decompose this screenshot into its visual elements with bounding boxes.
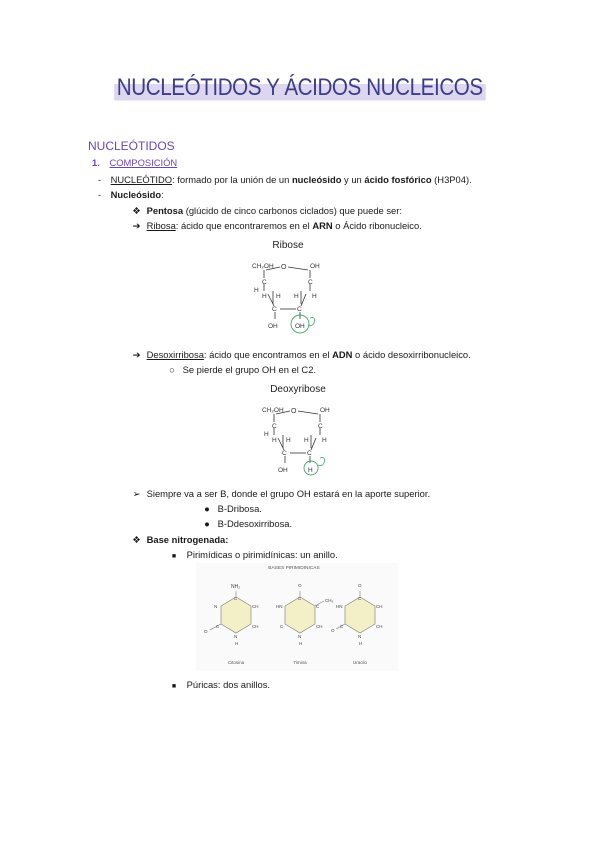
term-adn: ADN (332, 349, 353, 360)
line-pirimidicas (164, 549, 338, 563)
hydrogen-label: H (272, 437, 277, 444)
carbon-label: C (234, 596, 238, 601)
oxygen-label: O (358, 583, 362, 588)
oh-c1-label: OH (310, 263, 320, 270)
carbon-label: C (307, 450, 312, 457)
term-acido-fosforico: ácido fosfórico (364, 174, 432, 185)
deoxyribose-structure (248, 378, 368, 480)
text: : ácido que encontraremos en el (175, 220, 313, 231)
hydrogen-label: H (235, 641, 239, 646)
line-ribosa (129, 220, 422, 232)
text: Siempre va a ser B, donde el grupo OH estará en la aporte superior. (146, 488, 431, 499)
hydrogen-label: H (304, 437, 309, 444)
hn-label: HN (276, 604, 283, 609)
line-pierde-oh (164, 364, 316, 376)
line-b-ddesoxirribosa (199, 518, 292, 530)
cytosine-name: Citosina (227, 660, 245, 665)
carbon-label: C (298, 596, 302, 601)
arrow-bullet-icon: ➔ (132, 349, 141, 360)
dot-bullet-icon: ● (204, 518, 210, 529)
h-c2-label: H (308, 467, 313, 474)
arrow-bullet-icon: ➔ (132, 220, 141, 231)
subheading (92, 157, 177, 169)
uracil-name: Uracilo (352, 660, 368, 665)
carbon-label: C (280, 624, 284, 629)
term-ribosa: Ribosa (146, 220, 176, 231)
circle-bullet-icon: ○ (169, 364, 175, 375)
dot-bullet-icon: ● (204, 503, 210, 514)
line-puricas (164, 679, 270, 693)
hydrogen-label: H (254, 287, 259, 294)
nitrogen-label: N (234, 634, 238, 639)
oh-c3-label: OH (268, 323, 278, 330)
ch2oh-label: CH₂OH (262, 407, 284, 414)
ch-label: CH (376, 604, 383, 609)
text: : ácido que encontramos en el (203, 349, 333, 360)
text: y un (341, 174, 365, 185)
term-nucleosido: nucleósido (291, 174, 342, 185)
carbon-label: C (308, 279, 313, 286)
oh-c3-label: OH (278, 467, 288, 474)
ch-label: CH (376, 624, 383, 629)
line-siempre-b (129, 488, 430, 500)
ribose-structure (238, 234, 358, 336)
text: B-Ddesoxirribosa. (217, 518, 293, 529)
section-heading: NUCLEÓTIDOS (88, 139, 175, 153)
line-pentosa (129, 205, 402, 217)
nh2-label: NH₂ (231, 584, 241, 590)
square-bullet-icon: ■ (171, 683, 177, 690)
page-title (0, 74, 600, 102)
thymine-name: Timina (293, 660, 307, 665)
nitrogen-label: N (358, 634, 362, 639)
nitrogen-label: N (214, 604, 218, 609)
oxygen-label: O (204, 629, 208, 634)
text: Se pierde el grupo OH en el C2. (182, 364, 317, 375)
oxygen-label: O (298, 583, 302, 588)
annotation-mark (318, 458, 325, 466)
deoxyribose-title: Deoxyribose (270, 384, 326, 395)
line-nucleosido (91, 189, 164, 201)
ring-oxygen-label: O (291, 408, 297, 415)
text: Púricas: dos anillos. (186, 679, 270, 690)
diamond-bullet-icon: ❖ (132, 205, 141, 216)
hydrogen-label: H (262, 293, 267, 300)
line-b-dribosa (199, 503, 262, 515)
line-base-nitrogenada (129, 534, 228, 546)
ch-label: CH (252, 604, 259, 609)
carbon-label: C (318, 423, 323, 430)
term-nucleosido-heading: Nucleósido (110, 189, 162, 200)
subheading-number: 1. (92, 157, 100, 168)
term-arn: ARN (312, 220, 333, 231)
hydrogen-label: H (286, 437, 291, 444)
text: : (161, 189, 164, 200)
hydrogen-label: H (276, 293, 281, 300)
oh-c1-label: OH (320, 407, 330, 414)
text: : formado por la unión de un (172, 174, 292, 185)
ch-label: CH (316, 624, 323, 629)
pyrimidine-bases-figure (196, 563, 398, 671)
dash-bullet-icon: - (97, 174, 102, 185)
text: o Ácido ribonucleico. (332, 220, 422, 231)
square-bullet-icon: ■ (171, 553, 177, 560)
ring-oxygen-label: O (281, 264, 287, 271)
hydrogen-label: H (294, 293, 299, 300)
carbon-label: C (358, 596, 362, 601)
ch-label: CH (252, 624, 259, 629)
carbon-label: C (282, 450, 287, 457)
text: o ácido desoxirribonucleico. (352, 349, 471, 360)
term-base-nitrogenada: Base nitrogenada: (146, 534, 229, 545)
term-nucleotido: NUCLEÓTIDO (110, 174, 173, 185)
text: (glúcido de cinco carbonos ciclados) que puede ser: (183, 205, 402, 216)
dash-bullet-icon: - (97, 189, 102, 200)
nitrogen-label: N (298, 634, 302, 639)
figure-title: BASES PIRIMIDINICAS (268, 566, 320, 571)
carbon-label: C (262, 279, 267, 286)
subheading-label: COMPOSICIÓN (109, 157, 178, 168)
hydrogen-label: H (322, 437, 327, 444)
oh-c2-label: OH (295, 323, 305, 330)
term-desoxirribosa: Desoxirribosa (146, 349, 204, 360)
carbon-label: C (272, 306, 277, 313)
line-nucleotido (91, 174, 472, 186)
hn-label: HN (336, 604, 343, 609)
text: B-Dribosa. (217, 503, 262, 514)
carbon-label: C (316, 604, 320, 609)
page-title-text: NUCLEÓTIDOS Y ÁCIDOS NUCLEICOS (114, 74, 485, 102)
hydrogen-label: H (359, 641, 363, 646)
line-desoxirribosa (129, 349, 471, 361)
carbon-label: C (297, 306, 302, 313)
hydrogen-label: H (264, 431, 269, 438)
carbon-label: C (340, 624, 344, 629)
term-pentosa: Pentosa (146, 205, 184, 216)
carbon-label: C (216, 624, 220, 629)
ribose-title: Ribose (272, 240, 304, 251)
text: (H3P04). (431, 174, 472, 185)
hydrogen-label: H (299, 641, 303, 646)
hydrogen-label: H (312, 293, 317, 300)
oxygen-label: O (331, 628, 335, 633)
text: Pirimídicas o pirimidínicas: un anillo. (186, 549, 338, 560)
chevron-bullet-icon: ➢ (132, 488, 141, 499)
diamond-bullet-icon: ❖ (132, 534, 141, 545)
ch2oh-label: CH₂OH (252, 263, 274, 270)
carbon-label: C (272, 423, 277, 430)
ch3-label: CH₃ (325, 598, 334, 603)
